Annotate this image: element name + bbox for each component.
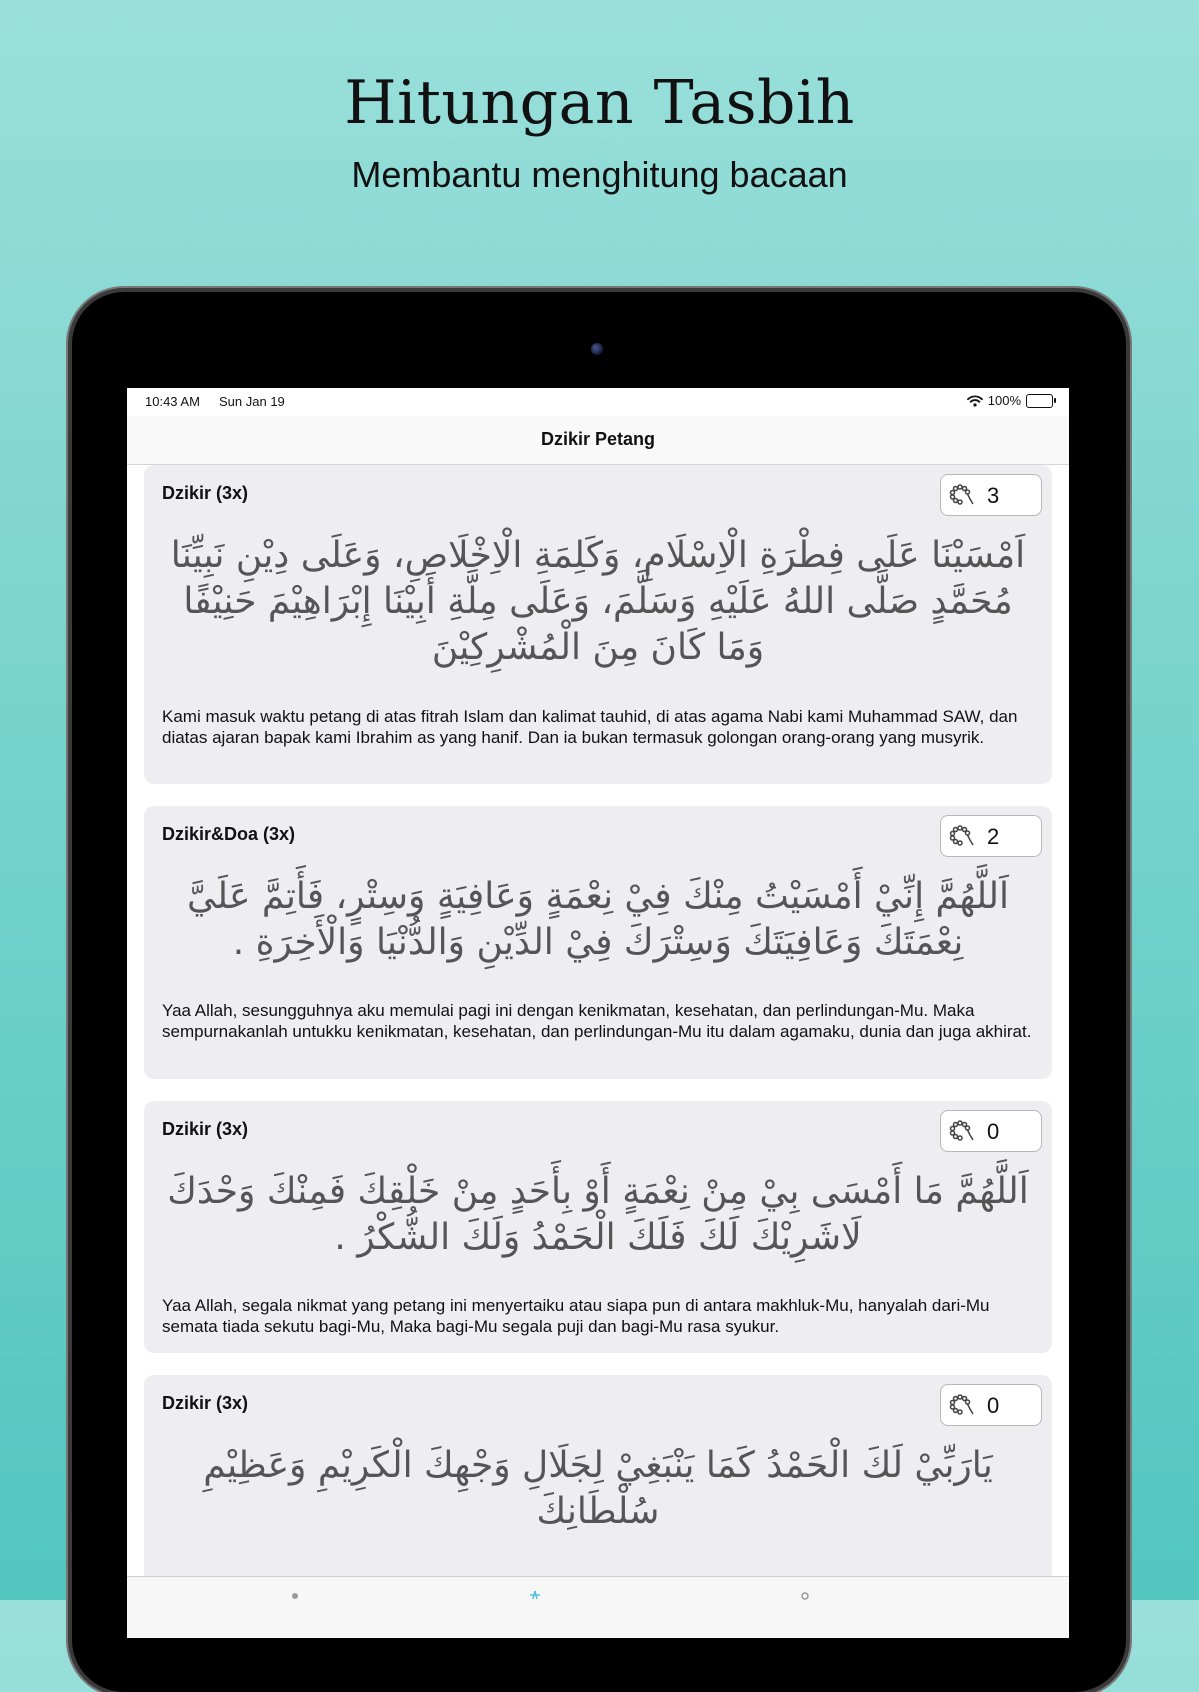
tab-bar bbox=[127, 1576, 1069, 1638]
tab-tasbih-icon[interactable] bbox=[527, 1587, 543, 1597]
tasbih-beads-icon bbox=[949, 484, 975, 506]
battery-percent: 100% bbox=[987, 393, 1021, 408]
navigation-bar bbox=[127, 416, 1069, 465]
counter-value: 2 bbox=[987, 824, 1000, 849]
status-indicators bbox=[967, 393, 1053, 408]
arabic-text: اَمْسَيْنَا عَلَى فِطْرَةِ الْاِسْلَامِ، وَكَلِمَةِ الْاِخْلَاصِ، وَعَلَى دِيْنِ نَبِيِّنَا مُحَمَّدٍ صَلَّى اللهُ عَلَيْهِ وَسَلَّمَ، وَعَلَى مِلَّةِ أَبِيْنَا إِبْرَاهِيْمَ حَنِيْفًا وَمَا كَانَ مِنَ الْمُشْرِكِيْنَ bbox=[170, 535, 1026, 668]
dzikir-label: Dzikir (3x) bbox=[162, 483, 249, 503]
status-bar bbox=[127, 388, 1069, 416]
tasbih-beads-icon bbox=[949, 825, 975, 847]
counter-button[interactable] bbox=[940, 474, 1042, 516]
counter-button[interactable] bbox=[940, 815, 1042, 857]
tab-dzikir-icon[interactable] bbox=[287, 1587, 303, 1597]
counter-button[interactable] bbox=[940, 1110, 1042, 1152]
camera-icon bbox=[591, 343, 603, 355]
app-screen bbox=[127, 388, 1069, 1638]
counter-button[interactable] bbox=[940, 1384, 1042, 1426]
dzikir-card bbox=[144, 806, 1052, 1079]
counter-value: 0 bbox=[987, 1393, 1000, 1418]
dzikir-label: Dzikir&Doa (3x) bbox=[162, 824, 296, 844]
status-date: Sun Jan 19 bbox=[219, 394, 285, 409]
dzikir-list[interactable] bbox=[127, 465, 1069, 1565]
battery-icon bbox=[1026, 394, 1053, 408]
dzikir-card bbox=[144, 465, 1052, 784]
counter-value: 3 bbox=[987, 483, 1000, 508]
translation-text: Yaa Allah, segala nikmat yang petang ini menyertaiku atau siapa pun di antara makhluk-Mu, hanyalah dari-Mu semata tiada sekutu bagi-Mu, Maka bagi-Mu segala puji dan bagi-Mu rasa syukur. bbox=[162, 1296, 990, 1336]
tasbih-beads-icon bbox=[949, 1120, 975, 1142]
promo-subtitle: Membantu menghitung bacaan bbox=[351, 154, 848, 195]
arabic-text: اَللَّهُمَّ إِنِّيْ أَمْسَيْتُ مِنْكَ فِيْ نِعْمَةٍ وَعَافِيَةٍ وَسِتْرٍ، فَأَتِمَّ عَلَيَّ نِعْمَتَكَ وَعَافِيَتَكَ وَسِتْرَكَ فِيْ الدِّيْنِ وَالدُّنْيَا وَالْأَخِرَةِ . bbox=[187, 876, 1009, 963]
tab-settings-icon[interactable] bbox=[797, 1587, 813, 1597]
translation-text: Yaa Allah, sesungguhnya aku memulai pagi ini dengan kenikmatan, kesehatan, dan perlindungan-Mu. Maka sempurnakanlah untukku kenikmatan, kesehatan, dan perlindungan-Mu itu dalam agamaku, dunia dan juga akhirat. bbox=[162, 1001, 1032, 1041]
promo-title: Hitungan Tasbih bbox=[344, 68, 855, 138]
wifi-icon bbox=[967, 395, 983, 407]
translation-text: Kami masuk waktu petang di atas fitrah Islam dan kalimat tauhid, di atas agama Nabi kami Muhammad SAW, dan diatas ajaran bapak kami Ibrahim as yang hanif. Dan ia bukan termasuk golongan orang-orang yang musyrik. bbox=[162, 707, 1018, 747]
arabic-text: يَارَبِّيْ لَكَ الْحَمْدُ كَمَا يَنْبَغِيْ لِجَلَالِ وَجْهِكَ الْكَرِيْمِ وَعَظِيْمِ سُلْطَانِكَ bbox=[203, 1445, 993, 1532]
arabic-text: اَللَّهُمَّ مَا أَمْسَى بِيْ مِنْ نِعْمَةٍ أَوْ بِأَحَدٍ مِنْ خَلْقِكَ فَمِنْكَ وَحْدَكَ لَاشَرِيْكَ لَكَ فَلَكَ الْحَمْدُ وَلَكَ الشُّكْرُ . bbox=[167, 1171, 1029, 1258]
status-time: 10:43 AM bbox=[145, 394, 200, 409]
dzikir-label: Dzikir (3x) bbox=[162, 1119, 249, 1139]
tasbih-beads-icon bbox=[949, 1394, 975, 1416]
counter-value: 0 bbox=[987, 1119, 1000, 1144]
tablet-frame bbox=[72, 292, 1126, 1692]
dzikir-label: Dzikir (3x) bbox=[162, 1393, 249, 1413]
nav-title: Dzikir Petang bbox=[540, 429, 656, 449]
dzikir-card bbox=[144, 1101, 1052, 1353]
